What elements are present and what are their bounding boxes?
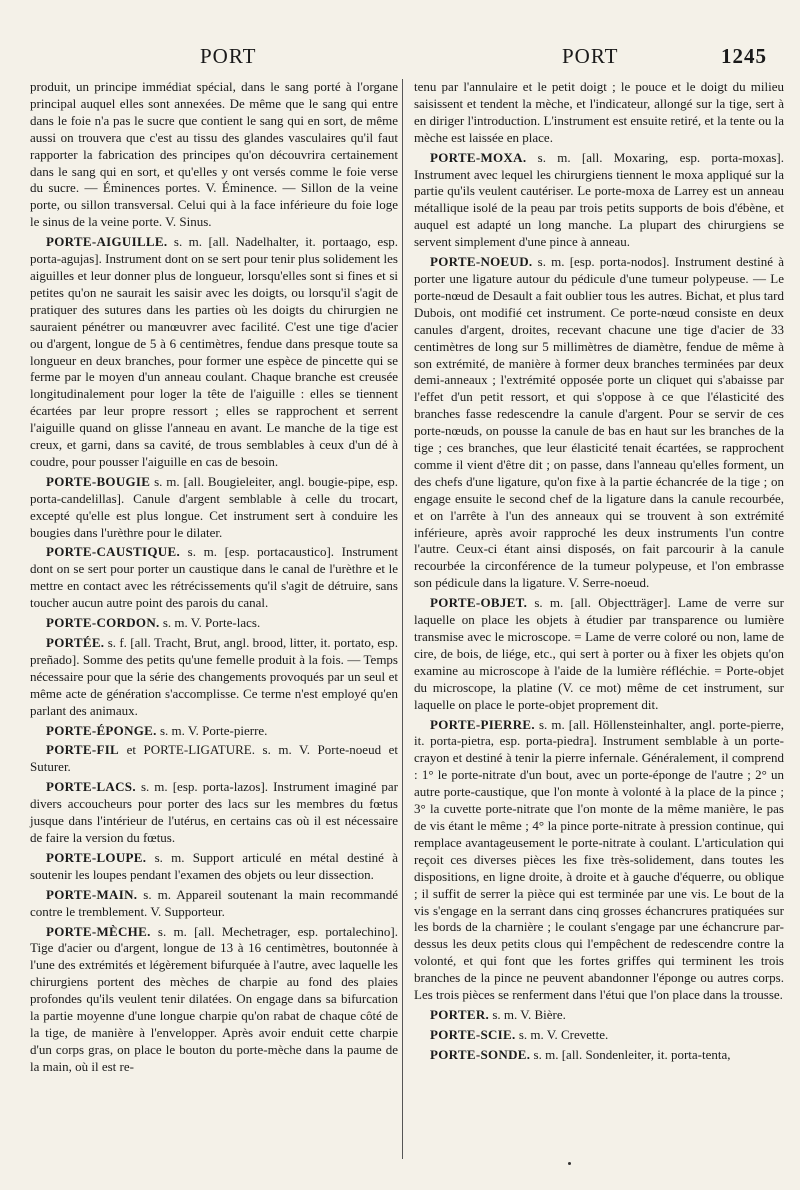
entry: PORTE-PIERRE. s. m. [all. Höllensteinhalter, angl. porte-pierre, it. porta-pietra, esp. porta-piedra]. Instrument semblable à un porte-crayon et destiné à tenir la pierre infernale. Généralement, il comprend : 1° le porte-nitrate d'un bout, avec un porte-éponge de l'autre ; 2° un autre porte-caustique, que l'on monte à volonté à la place de la pince ; 3° la cuvette porte-nitrate que l'on monte de la même manière, le pas de vis étant le même ; 4° la pince porte-nitrate à pression continue, qui remplace avantageusement le porte-nitrate à coulant. L'articulation qui reçoit ces diverses pièces les fixe très-solidement, dans toutes les dispositions, en ligne droite, à droite et à gauche d'équerre, ou oblique ; il suffit de serrer la pièce qui est terminée par une vis. Le bout de la vis s'engage en la serrant dans cinq grosses échancrures pratiquées sur les bords de la charnière ; le coulant s'engage par une échancrure par-dessus les deux petits clous qui l'empêchent de redescendre contre la volonté, et qui font que les fortes griffes qui terminent les trois branches de la pince ne peuvent abandonner l'éponge ou autres corps. Les trois pièces se renferment dans l'étui que l'on place dans la trousse.: [414, 716, 784, 1003]
entry: PORTE-CORDON. s. m. V. Porte-lacs.: [46, 615, 261, 631]
headword: PORTE-LOUPE.: [46, 849, 147, 865]
page-number: 1245: [721, 44, 767, 68]
header-right-word: PORT: [562, 44, 619, 68]
headword: PORTE-MOXA.: [430, 149, 527, 165]
entry: produit, un principe immédiat spécial, dans le sang porté à l'organe principal auquel elles sont annexées. De même que le sang qui entre dans le foie n'a pas le sucre que contient le sang qui en sort, de même aussi on trouvera que c'est au tissu des glandes vasculaires qu'il faut rapporter la fabrication des principes qu'on découvrira certainement dans le sang qui en sort, et qu'elles y ont versés comme le foie verse du sucre. — Éminences portes. V. Éminence. — Sillon de la veine porte, ou sillon transversal. Celui qui à la face inférieure du foie loge le sinus de la veine porte. V. Sinus.: [30, 79, 398, 230]
entry: PORTER. s. m. V. Bière.: [430, 1006, 566, 1022]
entry: PORTE-CAUSTIQUE. s. m. [esp. portacaustico]. Instrument dont on se sert pour porter un caustique dans le canal de l'urèthre et le mettre en contact avec les rétrécissements qu'il s'agit de détruire, sans toucher aucun autre point des parois du canal.: [30, 544, 398, 611]
entry: PORTE-FIL et PORTE-LIGATURE. s. m. V. Porte-noeud et Suturer.: [30, 742, 398, 775]
headword: PORTE-SONDE.: [430, 1046, 531, 1062]
entry: PORTE-BOUGIE s. m. [all. Bougieleiter, angl. bougie-pipe, esp. porta-candelillas]. Canule d'argent semblable à celle du trocart, excepté qu'elle est plus longue. Cet instrument sert à conduire les bougies dans l'urèthre pour le dilater.: [30, 473, 398, 540]
entry: tenu par l'annulaire et le petit doigt ; le pouce et le doigt du milieu saisissent et tendent la mèche, et l'indicateur, allongé sur la tige, sert à en diriger l'introduction. L'instrument est ensuite retiré, et la tente ou la mèche est laissée en place.: [414, 79, 784, 145]
headword: PORTE-AIGUILLE.: [46, 234, 168, 250]
entry: PORTE-MOXA. s. m. [all. Moxaring, esp. porta-moxas]. Instrument avec lequel les chirurgiens tiennent le moxa appliqué sur la partie qu'ils veulent cautériser. Le porte-moxa de Larrey est un anneau métallique isolé de la peau par trois petits supports de bois d'ébène, et auquel est adapté un long manche. La plupart des chirurgiens se servent simplement d'une pince à anneau.: [414, 149, 784, 250]
right-column: [414, 79, 784, 1067]
entry: PORTE-LOUPE. s. m. Support articulé en métal destiné à soutenir les loupes pendant l'examen des objets ou leur dissection.: [30, 849, 398, 882]
entry: PORTE-ÉPONGE. s. m. V. Porte-pierre.: [46, 722, 268, 738]
headword: PORTE-NOEUD.: [430, 254, 533, 270]
entry: PORTE-NOEUD. s. m. [esp. porta-nodos]. Instrument destiné à porter une ligature autour du pédicule d'une tumeur polypeuse. — Le porte-nœud de Desault a fait oublier tous les autres. Bichat, et plus tard Dubois, ont modifié cet instrument. Ce porte-nœud consiste en deux canules d'argent, droites, recevant chacune une tige d'acier de 33 centimètres de long sur 5 millimètres de diamètre, fendue de même à son extrémité, de manière à former deux branches terminées par deux demi-anneaux ; l'extrémité opposée porte un cliquet qui s'abaisse par l'effet d'un petit ressort, et qui s'oppose à ce que l'élasticité des branches fasse redescendre la canule d'argent. Pour se servir de ces porte-nœuds, on pousse la canule de bas en haut sur les branches de la tige ; ces branches, que leur élasticité tenait écartées, se rapprochent comme il vient d'être dit ; on passe, dans l'anneau qu'elles forment, un des chefs d'une ligature, qu'on fixe à la partie échancrée de la tige ; on engage ensuite le second chef de la ligature dans la canule recourbée, et on l'arrête à l'un des anneaux qui se trouvent à son extrémité inférieure, après avoir rapproché les deux instruments l'un contre l'autre. Ceux-ci étant ainsi disposés, on fait parcourir à la canule recourbée la circonférence de la tumeur polypeuse, et l'on embrasse son pédicule dans la ligature. V. Serre-noeud.: [414, 254, 784, 591]
header-left-word: PORT: [200, 44, 257, 68]
headword: PORTE-PIERRE.: [430, 716, 535, 732]
headword: PORTE-ÉPONGE.: [46, 722, 157, 738]
headword: PORTE-FIL: [46, 742, 120, 758]
headword: PORTER.: [430, 1006, 490, 1022]
entry: PORTE-AIGUILLE. s. m. [all. Nadelhalter, it. portaago, esp. porta-agujas]. Instrument dont on se sert pour tenir plus solidement les aiguilles et leur donner plus de longueur, lorsqu'elles sont si fines et si petites qu'on ne saurait les saisir avec les doigts, ou lorsqu'il s'agit de pratiquer des sutures dans les parties où les doigts du chirurgien ne sauraient pénétrer ou manœuvrer avec facilité. C'est une tige d'acier ou d'argent, longue de 5 à 6 centimètres, fendue dans presque toute sa longueur en deux branches, pour former une espèce de pincette qui se ferme par le moyen d'un anneau coulant. Chaque branche est creusée longitudinalement pour loger la tête de l'aiguille : elles se tiennent écartées par leur propre ressort ; elles se rapprochent et serrent l'aiguille quand on glisse l'anneau en avant. Le manche de la tige est creux, et garni, dans sa cavité, de trous semblables à ceux d'un dé à coudre, pour pousser l'aiguille en cas de besoin.: [30, 234, 398, 469]
headword: PORTE-BOUGIE: [46, 473, 151, 489]
running-header: [0, 44, 800, 70]
headword: PORTE-LACS.: [46, 779, 136, 795]
left-column: [30, 79, 398, 1079]
headword: PORTE-MAIN.: [46, 886, 138, 902]
headword: PORTE-MÈCHE.: [46, 923, 151, 939]
entry: PORTE-SONDE. s. m. [all. Sondenleiter, it. porta-tenta,: [430, 1046, 731, 1062]
headword: PORTE-CAUSTIQUE.: [46, 544, 180, 560]
entry: PORTE-LACS. s. m. [esp. porta-lazos]. Instrument imaginé par divers accoucheurs pour porter des lacs sur les membres du fœtus jusque dans l'intérieur de l'utérus, en certains cas où il est nécessaire de faire la version du fœtus.: [30, 779, 398, 845]
headword: PORTE-SCIE.: [430, 1026, 516, 1042]
entry: PORTE-MÈCHE. s. m. [all. Mechetrager, esp. portalechino]. Tige d'acier ou d'argent, longue de 13 à 16 centimètres, boutonnée à l'une des extrémités et légèrement bifurquée à l'autre, avec laquelle les chirurgiens portent des mèches de charpie au fond des plaies profondes qu'ils veulent tenir dilatées. On engage dans sa bifurcation la partie moyenne d'une longue charpie qu'on rabat de chaque côté de la tige, de manière à l'envelopper. Après avoir enduit cette charpie d'un corps gras, on place le bouton du porte-mèche dans la paume de la main, où il est re-: [30, 923, 398, 1074]
entry: PORTÉE. s. f. [all. Tracht, Brut, angl. brood, litter, it. portato, esp. preñado]. Somme des petits qu'une femelle produit à la fois. — Temps nécessaire pour que la série des changements provoqués par un seul et même acte de génération s'accomplisse. Ce terme n'est employé qu'en parlant des animaux.: [30, 635, 398, 718]
entry: PORTE-MAIN. s. m. Appareil soutenant la main recommandé contre le tremblement. V. Supporteur.: [30, 886, 398, 919]
entry: PORTE-SCIE. s. m. V. Crevette.: [430, 1026, 609, 1042]
headword: PORTE-OBJET.: [430, 595, 528, 611]
ink-speck: [568, 1162, 571, 1165]
entry: PORTE-OBJET. s. m. [all. Objectträger]. Lame de verre sur laquelle on place les objets à étudier par transparence ou lumière transmise avec le microscope. = Lame de verre coloré ou non, lame de cire, de bois, de liége, etc., qui sert à porter ou à fixer les objets qu'on examine au microscope à l'aide de la lumière réfléchie. = Porte-objet du microscope, la platine (V. ce mot) même de cet instrument, sur laquelle on place le porte-objet proprement dit.: [414, 595, 784, 712]
headword: PORTÉE.: [46, 635, 105, 650]
headword: PORTE-CORDON.: [46, 615, 160, 631]
column-divider: [402, 79, 403, 1159]
